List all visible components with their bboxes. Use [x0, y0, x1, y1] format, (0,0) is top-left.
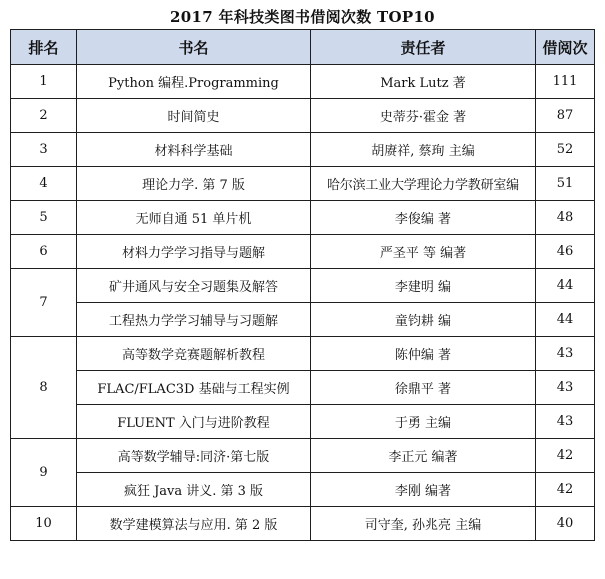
page-title: 2017 年科技类图书借阅次数 TOP10 [170, 8, 435, 26]
count-cell: 52 [536, 133, 595, 167]
rank-cell: 5 [11, 201, 77, 235]
table-row [11, 65, 595, 99]
title-cell: FLAC/FLAC3D 基础与工程实例 [77, 371, 311, 405]
author-cell: 史蒂芬·霍金 著 [311, 99, 536, 133]
author-cell: 李刚 编著 [311, 473, 536, 507]
title-cell: 数学建模算法与应用. 第 2 版 [77, 507, 311, 541]
count-cell: 44 [536, 269, 595, 303]
author-cell: 李正元 编著 [311, 439, 536, 473]
table-row [11, 235, 595, 269]
table-row [11, 99, 595, 133]
rank-cell: 6 [11, 235, 77, 269]
header-rank: 排名 [11, 30, 77, 65]
author-cell: 严圣平 等 编著 [311, 235, 536, 269]
rank-cell: 8 [11, 337, 77, 439]
count-cell: 40 [536, 507, 595, 541]
table-row [11, 201, 595, 235]
rank-cell: 9 [11, 439, 77, 507]
title-cell: FLUENT 入门与进阶教程 [77, 405, 311, 439]
title-cell: 矿井通风与安全习题集及解答 [77, 269, 311, 303]
table-row [11, 303, 595, 337]
header-title: 书名 [77, 30, 311, 65]
count-cell: 51 [536, 167, 595, 201]
header-count: 借阅次 [536, 30, 595, 65]
count-cell: 43 [536, 371, 595, 405]
title-cell: 时间简史 [77, 99, 311, 133]
author-cell: 徐鼎平 著 [311, 371, 536, 405]
table-row [11, 167, 595, 201]
title-cell: 高等数学竞赛题解析教程 [77, 337, 311, 371]
rank-cell: 4 [11, 167, 77, 201]
table-row [11, 371, 595, 405]
table-row [11, 337, 595, 371]
count-cell: 43 [536, 337, 595, 371]
author-cell: Mark Lutz 著 [311, 65, 536, 99]
author-cell: 胡赓祥, 蔡珣 主编 [311, 133, 536, 167]
author-cell: 哈尔滨工业大学理论力学教研室编 [311, 167, 536, 201]
table-row [11, 269, 595, 303]
rank-cell: 10 [11, 507, 77, 541]
count-cell: 87 [536, 99, 595, 133]
title-cell: 疯狂 Java 讲义. 第 3 版 [77, 473, 311, 507]
table-row [11, 405, 595, 439]
rank-cell: 7 [11, 269, 77, 337]
count-cell: 46 [536, 235, 595, 269]
author-cell: 陈仲编 著 [311, 337, 536, 371]
count-cell: 111 [536, 65, 595, 99]
author-cell: 于勇 主编 [311, 405, 536, 439]
author-cell: 李俊编 著 [311, 201, 536, 235]
author-cell: 童钧耕 编 [311, 303, 536, 337]
title-cell: 工程热力学学习辅导与习题解 [77, 303, 311, 337]
table-row [11, 133, 595, 167]
count-cell: 44 [536, 303, 595, 337]
title-cell: 材料力学学习指导与题解 [77, 235, 311, 269]
rank-cell: 2 [11, 99, 77, 133]
title-cell: Python 编程.Programming [77, 65, 311, 99]
table-row [11, 473, 595, 507]
author-cell: 司守奎, 孙兆亮 主编 [311, 507, 536, 541]
table-header-row [11, 30, 595, 65]
title-cell: 无师自通 51 单片机 [77, 201, 311, 235]
header-author: 责任者 [311, 30, 536, 65]
table-row [11, 507, 595, 541]
author-cell: 李建明 编 [311, 269, 536, 303]
rank-cell: 1 [11, 65, 77, 99]
count-cell: 42 [536, 439, 595, 473]
title-cell: 材料科学基础 [77, 133, 311, 167]
table-row [11, 439, 595, 473]
count-cell: 48 [536, 201, 595, 235]
title-cell: 理论力学. 第 7 版 [77, 167, 311, 201]
rank-cell: 3 [11, 133, 77, 167]
borrow-ranking-table [10, 29, 595, 541]
title-cell: 高等数学辅导:同济·第七版 [77, 439, 311, 473]
count-cell: 42 [536, 473, 595, 507]
count-cell: 43 [536, 405, 595, 439]
